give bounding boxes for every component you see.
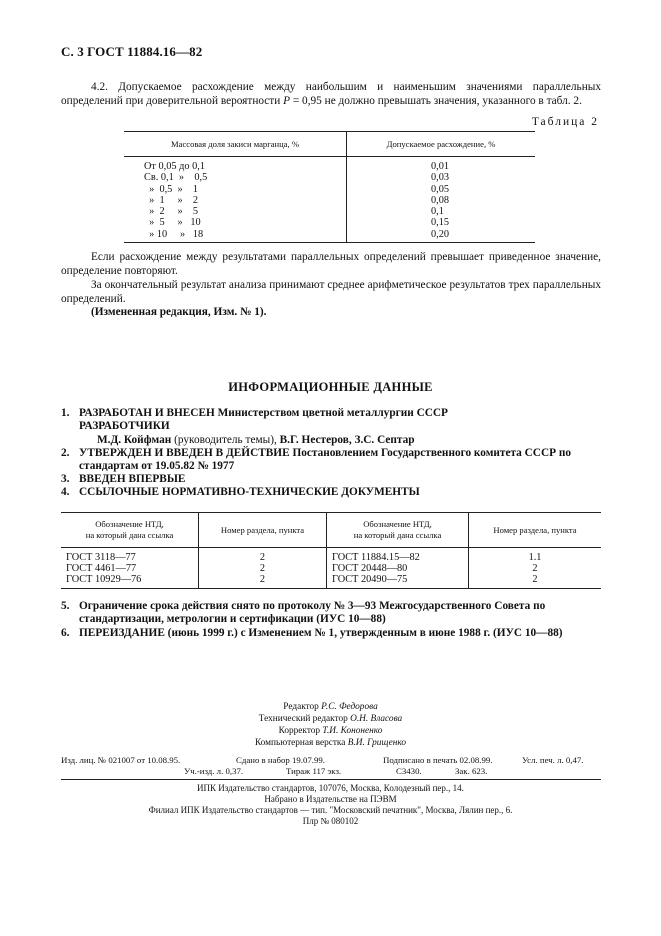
table-cell-range: » 10 » 18 bbox=[124, 229, 347, 243]
table-cell-value: 0,1 bbox=[431, 206, 444, 218]
credit-person: В.И. Грищенко bbox=[347, 738, 407, 748]
ref-cell-designation: ГОСТ 20448—80 bbox=[327, 563, 469, 574]
info-item-3 bbox=[61, 472, 185, 486]
info-item-text: ССЫЛОЧНЫЕ НОРМАТИВНО-ТЕХНИЧЕСКИЕ ДОКУМЕНТЫ bbox=[79, 486, 420, 498]
header-text: Обозначение НТД, bbox=[363, 519, 432, 529]
info-item-number: 5. bbox=[61, 600, 70, 612]
info-item-5 bbox=[61, 599, 601, 613]
info-item-text: Ограничение срока действия снято по протоколу № 3—93 Межгосударственного Совета по bbox=[79, 600, 546, 612]
reference-table-header-row bbox=[61, 513, 601, 548]
table-row bbox=[124, 157, 535, 173]
paragraph-4-2-text-a: 4.2. Допускаемое расхождение между наибольшим и наименьшим значениями параллельных определений при доверительной вероятности bbox=[61, 81, 601, 107]
footer-publisher: ИПК Издательство стандартов, 107076, Москва, Колодезный пер., 14. bbox=[197, 783, 464, 793]
table-2-col-tolerance: Допускаемое расхождение, % bbox=[347, 132, 536, 157]
table-row bbox=[124, 172, 535, 183]
table-cell-range: » 2 » 5 bbox=[124, 206, 347, 217]
table-2-col-mass-fraction: Массовая доля закиси марганца, % bbox=[124, 132, 347, 157]
ref-cell-section: 2 bbox=[199, 574, 327, 589]
ref-cell-designation: ГОСТ 10929—76 bbox=[61, 574, 199, 589]
page-header: С. 3 ГОСТ 11884.16—82 bbox=[61, 44, 203, 59]
header-text: Обозначение НТД, bbox=[95, 519, 164, 529]
table-cell-value: 0,08 bbox=[431, 194, 450, 206]
table-row bbox=[124, 184, 535, 195]
table-cell-range: » 0,5 » 1 bbox=[124, 184, 347, 195]
info-item-number: 4. bbox=[61, 486, 70, 498]
info-item-number: 1. bbox=[61, 407, 70, 419]
credit-tech-editor bbox=[0, 714, 661, 726]
developer-name: М.Д. Койфман bbox=[97, 434, 172, 446]
paragraph-repeat: Если расхождение между результатами параллельных определений превышает приведенное значение, определение повторяют. bbox=[61, 251, 601, 277]
info-item-6 bbox=[61, 626, 563, 640]
imprint-order: Зак. 623. bbox=[455, 766, 488, 776]
info-item-1 bbox=[61, 406, 448, 420]
paragraph-4-2-text-b: = 0,95 не должно превышать значения, указанного в табл. 2. bbox=[290, 95, 582, 107]
ref-cell-section: 1.1 bbox=[528, 552, 542, 563]
footer-divider bbox=[61, 779, 601, 780]
ref-cell-section: 2 bbox=[199, 548, 327, 564]
info-item-number: 2. bbox=[61, 447, 70, 459]
imprint-code: С3430. bbox=[396, 766, 422, 776]
developer-role: (руководитель темы), bbox=[171, 434, 280, 446]
imprint-sent: Сдано в набор 19.07.99. bbox=[236, 755, 325, 765]
info-section-title: ИНФОРМАЦИОННЫЕ ДАННЫЕ bbox=[228, 380, 433, 394]
table-cell-value: 0,01 bbox=[431, 161, 450, 172]
table-cell-value: 0,20 bbox=[431, 228, 450, 240]
info-item-2-cont: стандартам от 19.05.82 № 1977 bbox=[79, 460, 235, 472]
table-row bbox=[124, 206, 535, 217]
credit-editor bbox=[0, 702, 661, 714]
ref-cell-designation: ГОСТ 11884.15—82 bbox=[327, 548, 469, 564]
table-row bbox=[124, 217, 535, 228]
table-2 bbox=[124, 131, 535, 243]
imprint-run: Тираж 117 экз. bbox=[286, 766, 342, 776]
table-cell-value: 0,15 bbox=[431, 217, 450, 229]
imprint-pub-sheets: Уч.-изд. л. 0,37. bbox=[184, 766, 244, 776]
ref-col-section-1: Номер раздела, пункта bbox=[199, 513, 327, 548]
table-cell-value: 0,05 bbox=[431, 183, 450, 195]
ref-cell-section: 2 bbox=[532, 574, 538, 585]
paragraph-final-result: За окончательный результат анализа принимают среднее арифметическое результатов трех параллельных определений. bbox=[61, 279, 601, 305]
credit-label: Корректор bbox=[278, 726, 323, 736]
info-item-text: РАЗРАБОТАН И ВНЕСЕН Министерством цветной металлургии СССР bbox=[79, 407, 448, 419]
header-text: на который дана ссылка bbox=[85, 530, 174, 540]
info-item-5-cont: стандартизации, метрологии и сертификации (ИУС 10—88) bbox=[79, 613, 386, 625]
ref-cell-designation: ГОСТ 4461—77 bbox=[61, 563, 199, 574]
credit-person: Т.И. Кононенко bbox=[322, 726, 383, 736]
table-cell-range: Св. 0,1 » 0,5 bbox=[124, 172, 347, 183]
footer-printing-branch: Филиал ИПК Издательство стандартов — тип. "Московский печатник", Москва, Лялин пер., 6. bbox=[148, 805, 513, 815]
info-item-number: 6. bbox=[61, 627, 70, 639]
ref-cell-section: 2 bbox=[532, 563, 538, 574]
info-item-number: 3. bbox=[61, 473, 70, 485]
table-row bbox=[124, 195, 535, 206]
ref-col-designation-2 bbox=[327, 513, 469, 548]
imprint-signed: Подписано в печать 02.08.99. bbox=[383, 755, 493, 765]
info-item-text: ПЕРЕИЗДАНИЕ (июнь 1999 г.) с Изменением № 1, утвержденным в июне 1988 г. (ИУС 10—88) bbox=[79, 627, 563, 639]
info-item-text: УТВЕРЖДЕН И ВВЕДЕН В ДЕЙСТВИЕ Постановлением Государственного комитета СССР по bbox=[79, 447, 571, 459]
ref-cell-designation: ГОСТ 3118—77 bbox=[61, 548, 199, 564]
ref-col-section-2: Номер раздела, пункта bbox=[469, 513, 602, 548]
table-row bbox=[61, 563, 601, 574]
probability-variable: P bbox=[283, 95, 291, 107]
ref-cell-section: 2 bbox=[199, 563, 327, 574]
ref-col-designation-1 bbox=[61, 513, 199, 548]
table-row bbox=[61, 548, 601, 564]
footer-typeset: Набрано в Издательстве на ПЭВМ bbox=[264, 794, 397, 804]
credit-label: Редактор bbox=[283, 702, 322, 712]
reference-documents-table bbox=[61, 512, 601, 589]
credit-layout bbox=[0, 738, 661, 750]
imprint-license: Изд. лиц. № 021007 от 10.08.95. bbox=[61, 755, 181, 765]
table-row bbox=[124, 229, 535, 243]
credit-person: Р.С. Федорова bbox=[321, 702, 378, 712]
info-item-2 bbox=[61, 446, 571, 460]
info-item-text: ВВЕДЕН ВПЕРВЫЕ bbox=[79, 473, 186, 485]
credit-label: Компьютерная верстка bbox=[254, 738, 348, 748]
info-item-1-developers bbox=[97, 433, 415, 447]
info-item-1-developers-label: РАЗРАБОТЧИКИ bbox=[79, 420, 170, 432]
footer-license-number: Плр № 080102 bbox=[302, 816, 359, 826]
table-cell-value: 0,03 bbox=[431, 172, 450, 184]
header-text: на который дана ссылка bbox=[353, 530, 442, 540]
info-item-4 bbox=[61, 485, 420, 499]
table-cell-range: » 1 » 2 bbox=[124, 195, 347, 206]
credit-label: Технический редактор bbox=[258, 714, 351, 724]
paragraph-4-2 bbox=[61, 80, 601, 108]
developer-names: В.Г. Нестеров, З.С. Септар bbox=[279, 434, 415, 446]
imprint-print-sheets: Усл. печ. л. 0,47. bbox=[522, 755, 584, 765]
table-cell-range: От 0,05 до 0,1 bbox=[124, 157, 347, 173]
table-2-header-row bbox=[124, 132, 535, 157]
ref-cell-designation: ГОСТ 20490—75 bbox=[327, 574, 469, 589]
table-row bbox=[61, 574, 601, 589]
credit-corrector bbox=[0, 726, 661, 738]
table-2-caption: Таблица 2 bbox=[531, 116, 599, 128]
credit-person: О.Н. Власова bbox=[350, 714, 403, 724]
paragraph-amended: (Измененная редакция, Изм. № 1). bbox=[91, 306, 267, 318]
table-cell-range: » 5 » 10 bbox=[124, 217, 347, 228]
